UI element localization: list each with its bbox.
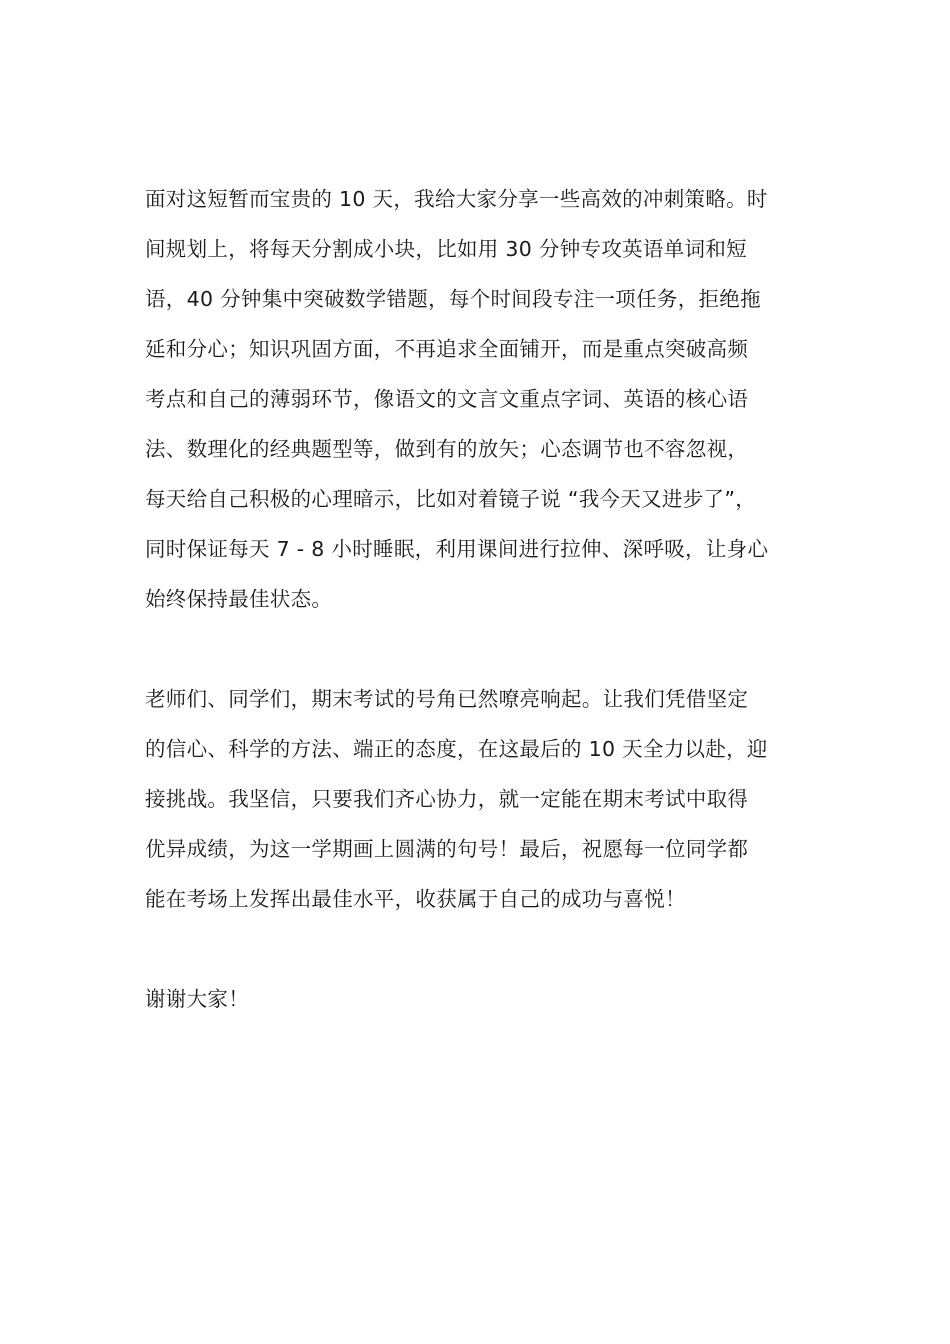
text-line: 始终保持最佳状态。 bbox=[145, 587, 333, 611]
paragraph-gap bbox=[145, 930, 810, 980]
text-line: 面对这短暂而宝贵的 10 天，我给大家分享一些高效的冲刺策略。时 bbox=[145, 187, 768, 211]
paragraph-gap bbox=[145, 630, 810, 680]
paragraph-strategies bbox=[145, 180, 810, 630]
text-line: 老师们、同学们，期末考试的号角已然嘹亮响起。让我们凭借坚定 bbox=[145, 687, 749, 711]
text-line: 延和分心；知识巩固方面，不再追求全面铺开，而是重点突破高频 bbox=[145, 337, 749, 361]
text-line: 能在考场上发挥出最佳水平，收获属于自己的成功与喜悦！ bbox=[145, 887, 686, 911]
text-line: 考点和自己的薄弱环节，像语文的文言文重点字词、英语的核心语 bbox=[145, 387, 749, 411]
paragraph-thanks bbox=[145, 980, 810, 1030]
document-body bbox=[145, 180, 810, 1030]
text-line: 的信心、科学的方法、端正的态度，在这最后的 10 天全力以赴，迎 bbox=[145, 737, 768, 761]
text-line: 每天给自己积极的心理暗示，比如对着镜子说 “我今天又进步了”， bbox=[145, 487, 757, 511]
text-line: 法、数理化的经典题型等，做到有的放矢；心态调节也不容忽视， bbox=[145, 437, 749, 461]
text-line: 间规划上，将每天分割成小块，比如用 30 分钟专攻英语单词和短 bbox=[145, 237, 747, 261]
text-line: 接挑战。我坚信，只要我们齐心协力，就一定能在期末考试中取得 bbox=[145, 787, 749, 811]
text-line: 谢谢大家！ bbox=[145, 987, 249, 1011]
text-line: 语，40 分钟集中突破数学错题，每个时间段专注一项任务，拒绝拖 bbox=[145, 287, 761, 311]
text-line: 同时保证每天 7 - 8 小时睡眠，利用课间进行拉伸、深呼吸，让身心 bbox=[145, 537, 769, 561]
text-line: 优异成绩，为这一学期画上圆满的句号！最后，祝愿每一位同学都 bbox=[145, 837, 749, 861]
paragraph-closing bbox=[145, 680, 810, 930]
